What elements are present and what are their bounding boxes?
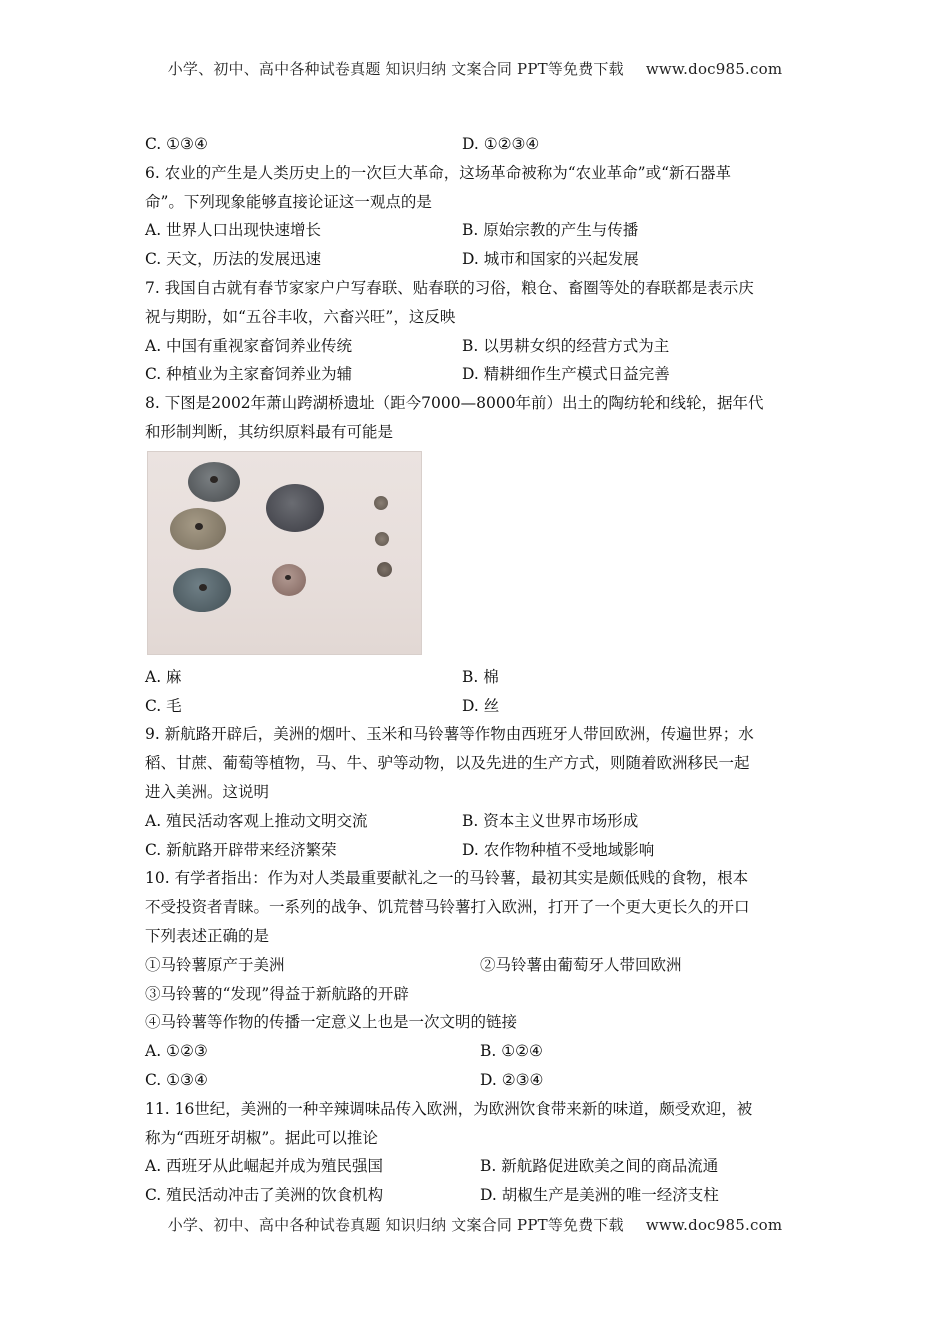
- q7-option-d: D. 精耕细作生产模式日益完善: [462, 365, 670, 384]
- header-url[interactable]: www.doc985.com: [645, 60, 783, 78]
- q11-option-c: C. 殖民活动冲击了美洲的饮食机构: [145, 1186, 384, 1205]
- spindle-whorl-5: [272, 564, 306, 596]
- q9-stem-line2: 稻、甘蔗、葡萄等植物，马、牛、驴等动物，以及先进的生产方式，则随着欧洲移民一起: [145, 754, 750, 773]
- q10-stem-line1: 10. 有学者指出：作为对人类最重要献礼之一的马铃薯，最初其实是颇低贱的食物，根本: [145, 869, 749, 888]
- footer-text: 小学、初中、高中各种试卷真题 知识归纳 文案合同 PPT等免费下载: [167, 1216, 624, 1234]
- q10-option-d: D. ②③④: [480, 1070, 544, 1089]
- page-header: [0, 58, 950, 79]
- q11-option-d: D. 胡椒生产是美洲的唯一经济支柱: [480, 1186, 719, 1205]
- q6-option-a: A. 世界人口出现快速增长: [145, 221, 322, 240]
- q9-option-a: A. 殖民活动客观上推动文明交流: [145, 811, 368, 830]
- q10-statements-12: [145, 951, 810, 980]
- q7-option-c: C. 种植业为主家畜饲养业为辅: [145, 365, 353, 384]
- q10-statement-3: ③马铃薯的“发现”得益于新航路的开辟: [145, 984, 409, 1003]
- spindle-whorl-4: [266, 484, 324, 532]
- q8-option-b: B. 棉: [462, 667, 499, 686]
- q7-options-cd: [145, 360, 810, 389]
- q10-stem-line2: 不受投资者青睐。一系列的战争、饥荒替马铃薯打入欧洲，打开了一个更大更长久的开口: [145, 898, 750, 917]
- q8-stem-line2: 和形制判断，其纺织原料最有可能是: [145, 422, 394, 441]
- q10-options-ab: [145, 1037, 810, 1066]
- q10-option-c: C. ①③④: [145, 1070, 208, 1089]
- q6-option-c: C. 天文，历法的发展迅速: [145, 250, 322, 269]
- q9-options-ab: [145, 807, 810, 836]
- q11-options-ab: [145, 1152, 810, 1181]
- q8-option-a: A. 麻: [145, 667, 182, 686]
- thread-wheel-2: [375, 532, 389, 546]
- q5-option-c: C. ①③④: [145, 135, 208, 153]
- q8-option-d: D. 丝: [462, 696, 500, 715]
- q7-option-b: B. 以男耕女织的经营方式为主: [462, 336, 670, 355]
- q10-option-a: A. ①②③: [145, 1042, 208, 1061]
- q5-option-d: D. ①②③④: [462, 135, 540, 153]
- q10-statement-2: ②马铃薯由葡萄牙人带回欧洲: [480, 955, 682, 974]
- q6-stem-line1: 6. 农业的产生是人类历史上的一次巨大革命，这场革命被称为“农业革命”或“新石器革: [145, 163, 731, 182]
- q9-options-cd: [145, 836, 810, 865]
- thread-wheel-3: [377, 562, 392, 577]
- header-text: 小学、初中、高中各种试卷真题 知识归纳 文案合同 PPT等免费下载: [167, 60, 624, 78]
- q11-options-cd: [145, 1181, 810, 1210]
- q7-options-ab: [145, 332, 810, 361]
- q8-option-c: C. 毛: [145, 696, 182, 715]
- q10-statement-4: ④马铃薯等作物的传播一定意义上也是一次文明的链接: [145, 1013, 518, 1032]
- q10-option-b: B. ①②④: [480, 1042, 543, 1061]
- q8-stem-line1: 8. 下图是2002年萧山跨湖桥遗址（距今7000—8000年前）出土的陶纺轮和线轮，据年代: [145, 394, 764, 413]
- q10-options-cd: [145, 1066, 810, 1095]
- q11-stem-line1: 11. 16世纪，美洲的一种辛辣调味品传入欧洲，为欧洲饮食带来新的味道，颇受欢迎，被: [145, 1099, 753, 1118]
- q11-stem-line2: 称为“西班牙胡椒”。据此可以推论: [145, 1128, 378, 1147]
- q8-options-ab: [145, 663, 810, 692]
- q6-options-cd: [145, 245, 810, 274]
- q9-stem-line1: 9. 新航路开辟后，美洲的烟叶、玉米和马铃薯等作物由西班牙人带回欧洲，传遍世界；水: [145, 725, 754, 744]
- q7-stem-line2: 祝与期盼，如“五谷丰收，六畜兴旺”，这反映: [145, 307, 456, 326]
- q8-options-cd: [145, 692, 810, 721]
- q9-option-d: D. 农作物种植不受地域影响: [462, 840, 655, 859]
- q7-stem-line1: 7. 我国自古就有春节家家户户写春联、贴春联的习俗，粮仓、畜圈等处的春联都是表示庆: [145, 278, 754, 297]
- footer-url[interactable]: www.doc985.com: [645, 1216, 783, 1234]
- q6-option-d: D. 城市和国家的兴起发展: [462, 250, 639, 269]
- spindle-whorl-photo: [147, 451, 422, 655]
- q6-option-b: B. 原始宗教的产生与传播: [462, 221, 639, 240]
- q5-options-cd: [145, 130, 810, 159]
- q10-statement-1: ①马铃薯原产于美洲: [145, 955, 285, 974]
- q7-option-a: A. 中国有重视家畜饲养业传统: [145, 336, 353, 355]
- q11-option-a: A. 西班牙从此崛起并成为殖民强国: [145, 1157, 384, 1176]
- q6-stem-line2: 命”。下列现象能够直接论证这一观点的是: [145, 192, 432, 211]
- q10-stem-line3: 下列表述正确的是: [145, 926, 270, 945]
- page-footer: [0, 1214, 950, 1235]
- exam-content: [145, 130, 810, 1210]
- q11-option-b: B. 新航路促进欧美之间的商品流通: [480, 1157, 719, 1176]
- thread-wheel-1: [374, 496, 388, 510]
- q9-option-c: C. 新航路开辟带来经济繁荣: [145, 840, 337, 859]
- q6-options-ab: [145, 216, 810, 245]
- q9-option-b: B. 资本主义世界市场形成: [462, 811, 639, 830]
- q9-stem-line3: 进入美洲。这说明: [145, 782, 270, 801]
